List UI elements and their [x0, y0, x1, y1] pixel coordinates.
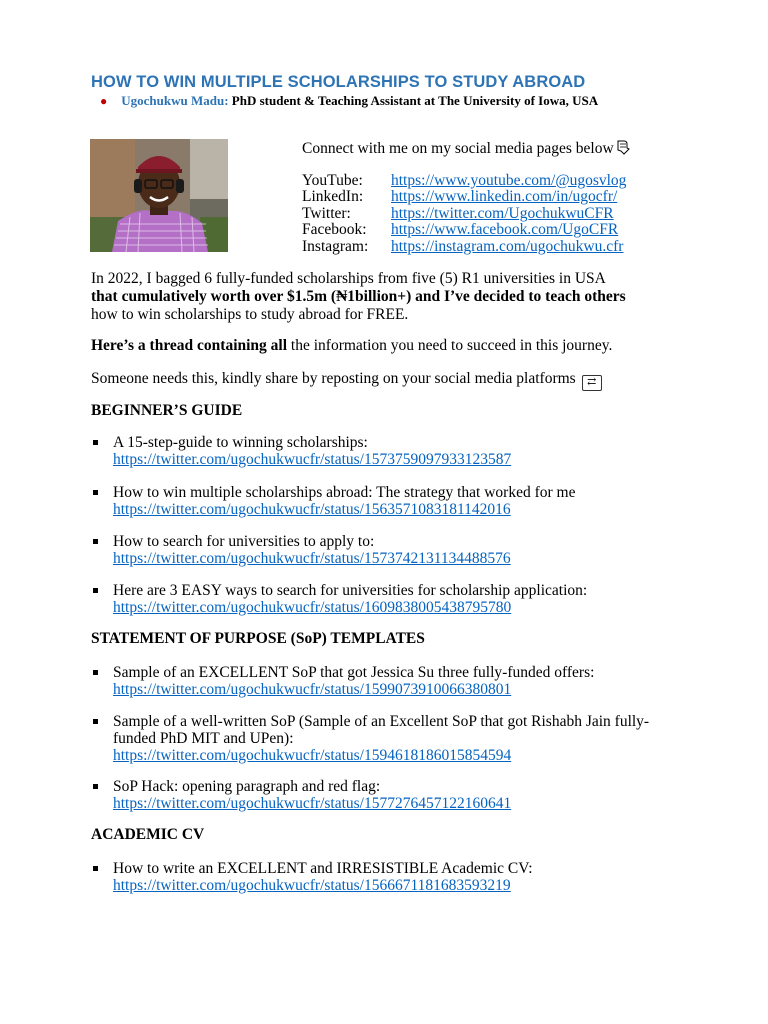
list-item-text: A 15-step-guide to winning scholarships:: [113, 434, 368, 451]
list-item-link[interactable]: https://twitter.com/ugochukwucfr/status/1577276457122160641: [113, 795, 512, 812]
list-item-text: SoP Hack: opening paragraph and red flag:: [113, 778, 381, 795]
square-bullet-icon: [93, 784, 98, 789]
square-bullet-icon: [93, 670, 98, 675]
square-bullet-icon: [93, 588, 98, 593]
list-item-link[interactable]: https://twitter.com/ugochukwucfr/status/1573742131134488576: [113, 550, 511, 567]
list-item-text: Sample of a well-written SoP (Sample of an Excellent SoP that got Rishabh Jain fully-funded PhD MIT and UPen):: [113, 713, 650, 747]
square-bullet-icon: [93, 539, 98, 544]
connect-text: Connect with me on my social media pages below: [302, 140, 614, 157]
square-bullet-icon: [93, 490, 98, 495]
author-photo-illustration: [90, 139, 228, 252]
share-text: Someone needs this, kindly share by reposting on your social media platforms: [91, 370, 576, 387]
list-item: [91, 713, 673, 764]
list-item-text: How to win multiple scholarships abroad: The strategy that worked for me: [113, 484, 576, 501]
social-label: LinkedIn:: [302, 188, 364, 206]
list-item-link[interactable]: https://twitter.com/ugochukwucfr/status/1599073910066380801: [113, 681, 512, 698]
thread-bold-text: Here’s a thread containing all: [91, 337, 288, 354]
list-item-link[interactable]: https://twitter.com/ugochukwucfr/status/1563571083181142016: [113, 501, 511, 518]
list-item-link[interactable]: https://twitter.com/ugochukwucfr/status/1609838005438795780: [113, 599, 512, 616]
list-item-link[interactable]: https://twitter.com/ugochukwucfr/status/1566671181683593219: [113, 877, 511, 894]
social-label: Instagram:: [302, 237, 369, 255]
social-links-list: [302, 173, 626, 255]
intro-paragraph: [91, 270, 626, 324]
social-label: YouTube:: [302, 172, 363, 189]
repost-icon: ⇄: [582, 375, 602, 391]
list-item: [91, 434, 673, 468]
square-bullet-icon: [93, 719, 98, 724]
social-label: Twitter:: [302, 204, 351, 222]
list-item-link[interactable]: https://twitter.com/ugochukwucfr/status/1573759097933123587: [113, 451, 512, 468]
list-item: [91, 484, 673, 518]
author-photo: [90, 139, 228, 252]
section-heading-academic-cv: ACADEMIC CV: [91, 826, 205, 843]
author-role: PhD student & Teaching Assistant at The University of Iowa, USA: [231, 93, 599, 108]
list-item: [91, 533, 673, 567]
intro-line-2: that cumulatively worth over $1.5m (₦1billion+) and I’ve decided to teach others: [91, 288, 626, 305]
list-item-text: How to search for universities to apply to:: [113, 533, 375, 550]
intro-line-1: In 2022, I bagged 6 fully-funded scholarships from five (5) R1 universities in USA: [91, 270, 606, 287]
section-heading-sop-templates: STATEMENT OF PURPOSE (SoP) TEMPLATES: [91, 630, 425, 647]
social-row-twitter: [302, 206, 626, 222]
list-item-text: Here are 3 EASY ways to search for universities for scholarship application:: [113, 582, 588, 599]
author-name: Ugochukwu Madu:: [121, 93, 229, 108]
list-item-text: How to write an EXCELLENT and IRRESISTIBLE Academic CV:: [113, 860, 533, 877]
square-bullet-icon: [93, 440, 98, 445]
share-paragraph: [91, 370, 602, 391]
round-bullet-icon: ●: [100, 94, 108, 108]
linkedin-link[interactable]: https://www.linkedin.com/in/ugocfr/: [391, 188, 618, 206]
social-row-linkedin: [302, 189, 626, 205]
list-item: [91, 582, 673, 616]
twitter-link[interactable]: https://twitter.com/UgochukwuCFR: [391, 204, 614, 222]
social-label: Facebook:: [302, 221, 367, 239]
author-line: [100, 93, 598, 109]
thread-paragraph: [91, 337, 612, 355]
list-item-text: Sample of an EXCELLENT SoP that got Jessica Su three fully-funded offers:: [113, 664, 595, 681]
social-row-instagram: [302, 239, 626, 255]
list-item: [91, 860, 673, 894]
social-row-youtube: [302, 173, 626, 189]
instagram-link[interactable]: https://instagram.com/ugochukwu.cfr: [391, 237, 624, 255]
document-title: HOW TO WIN MULTIPLE SCHOLARSHIPS TO STUDY ABROAD: [91, 73, 586, 91]
facebook-link[interactable]: https://www.facebook.com/UgoCFR: [391, 221, 619, 239]
list-item: [91, 664, 673, 698]
list-item: [91, 778, 673, 812]
connect-line: [302, 140, 630, 160]
hand-pointing-down-icon: [615, 140, 630, 160]
youtube-link[interactable]: https://www.youtube.com/@ugosvlog: [391, 172, 627, 189]
list-item-link[interactable]: https://twitter.com/ugochukwucfr/status/1594618186015854594: [113, 747, 512, 764]
thread-text: the information you need to succeed in this journey.: [287, 337, 613, 354]
square-bullet-icon: [93, 866, 98, 871]
social-row-facebook: [302, 222, 626, 238]
section-heading-beginners-guide: BEGINNER’S GUIDE: [91, 402, 243, 419]
intro-line-3: how to win scholarships to study abroad for FREE.: [91, 306, 409, 323]
